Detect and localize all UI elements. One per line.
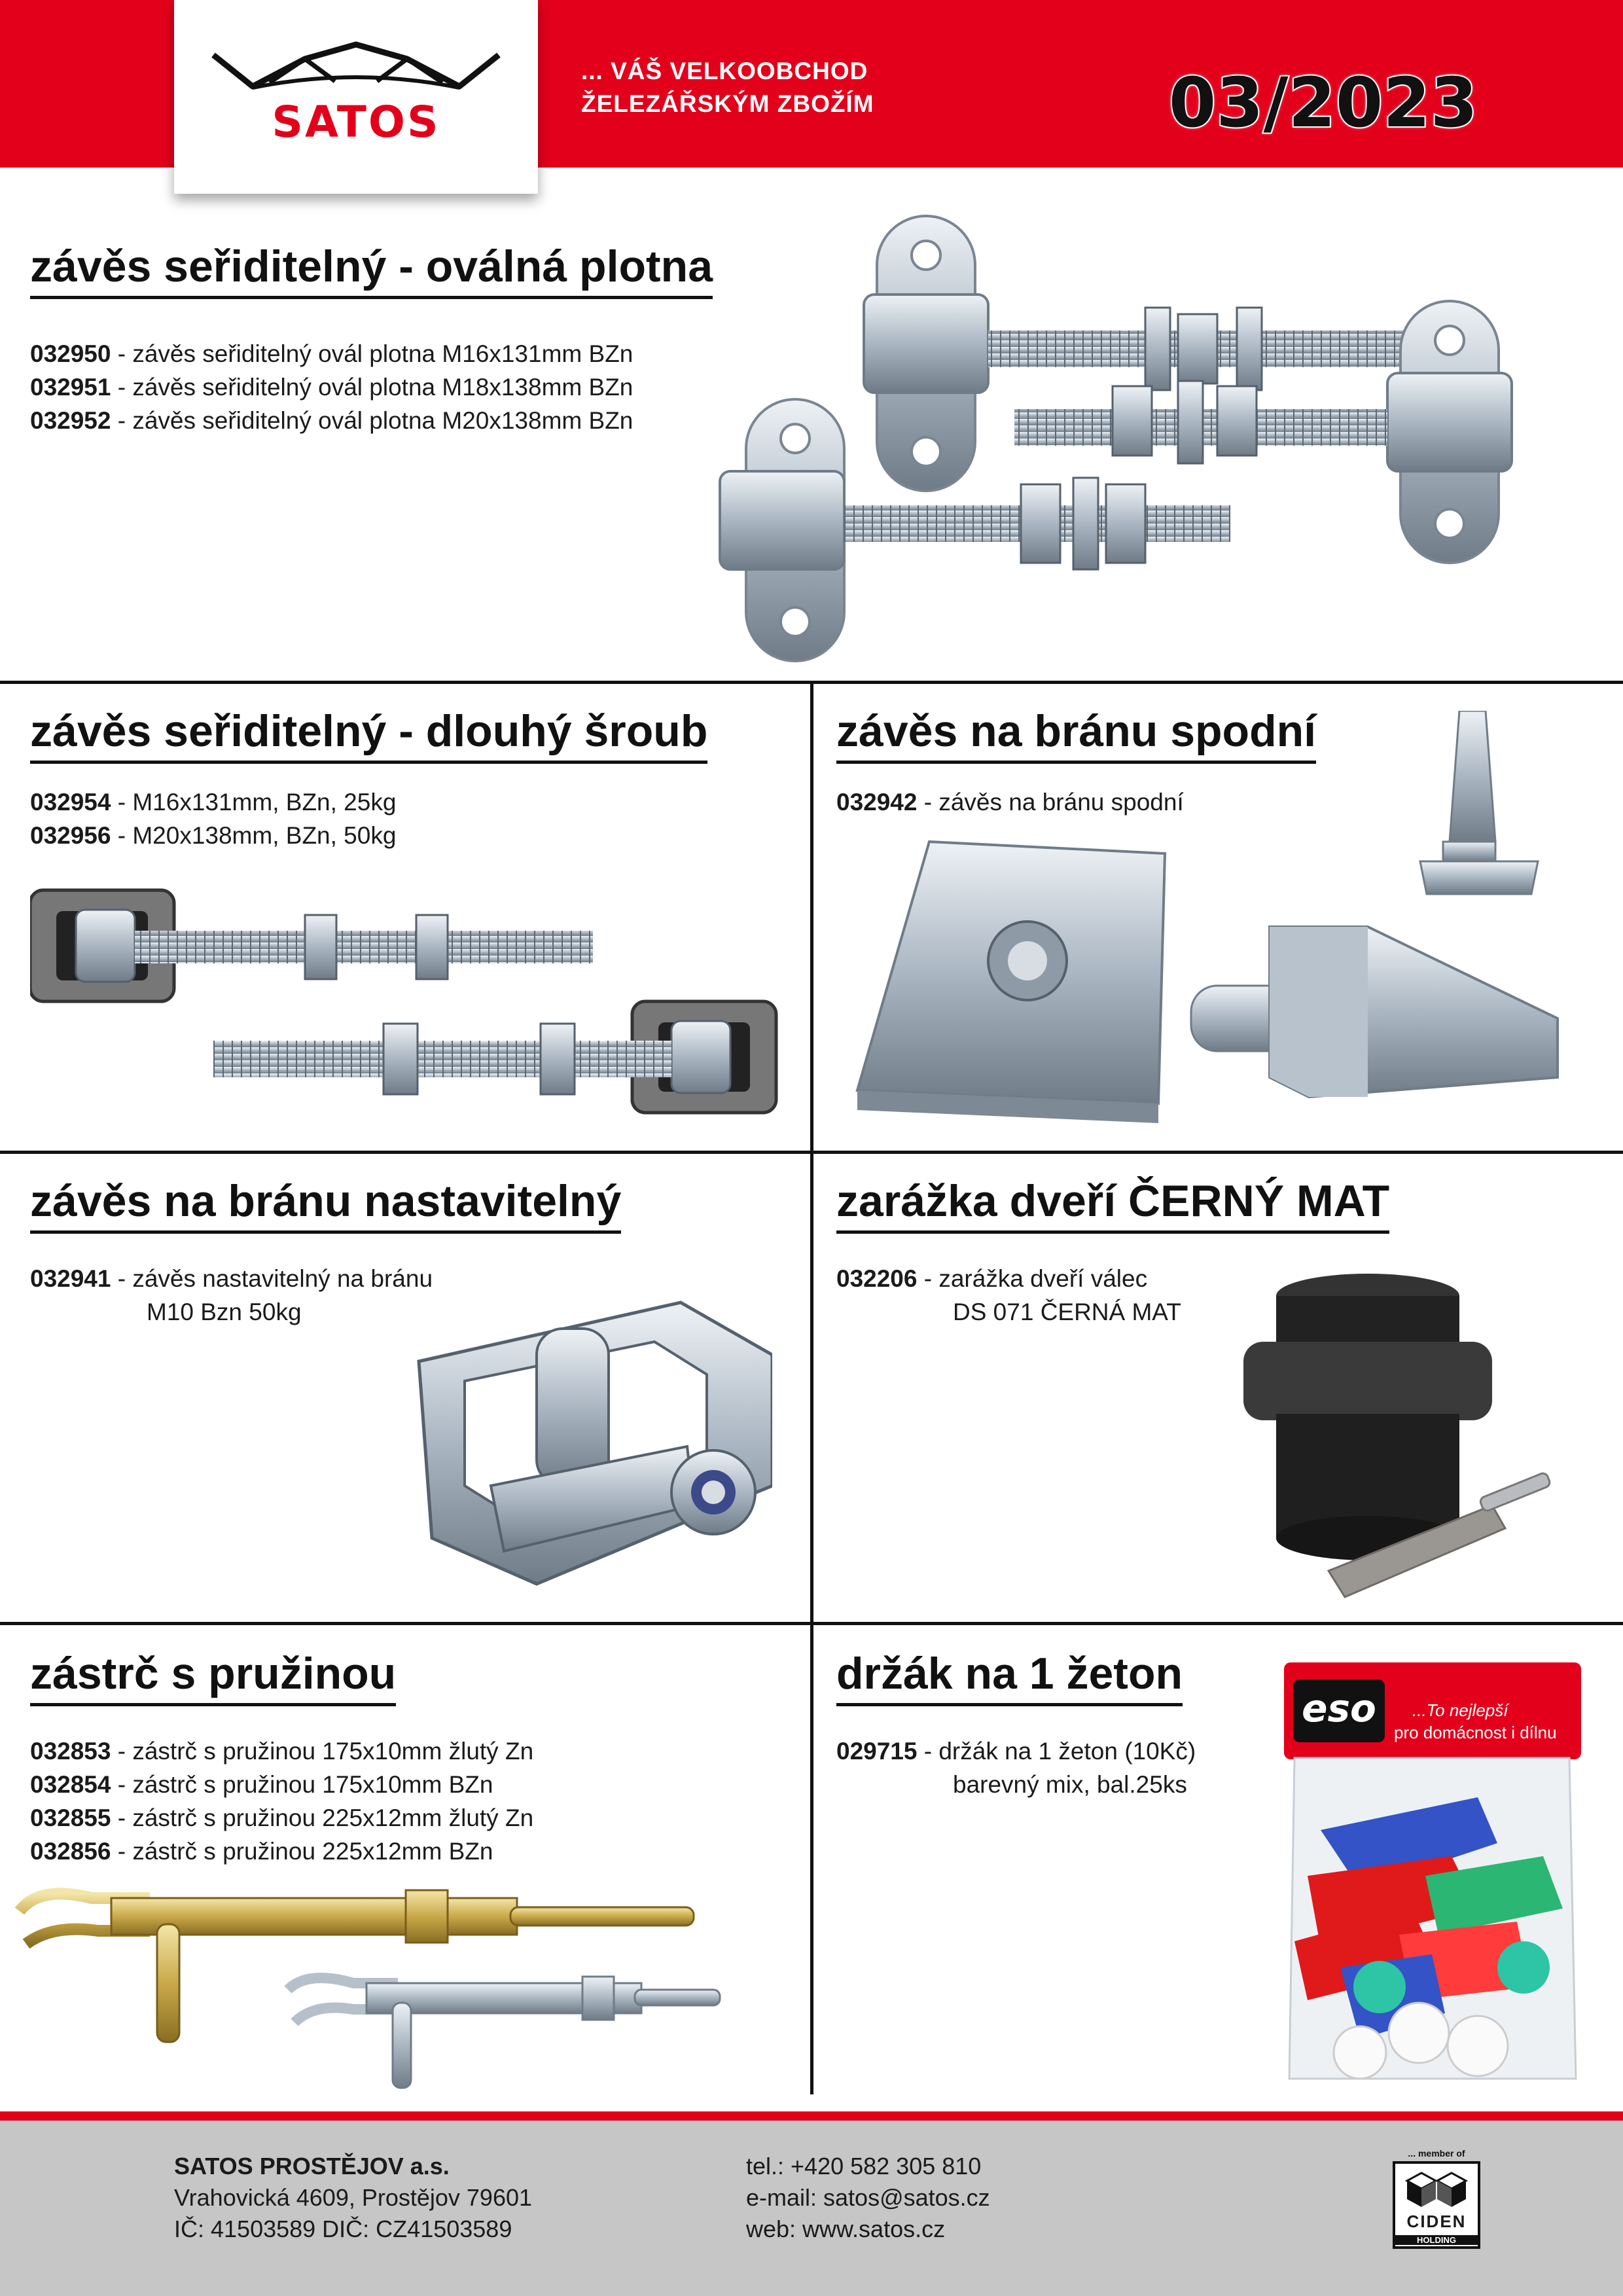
member-of-label: ... member of: [1408, 2148, 1465, 2159]
list-item: 032956 - M20x138mm, BZn, 50kg: [30, 822, 397, 849]
tagline-line-1: ... VÁŠ VELKOOBCHOD: [581, 58, 868, 84]
satos-logo: [174, 0, 538, 194]
package-brand: eso: [1302, 1686, 1376, 1731]
long-bolt-hinges-image: [30, 884, 783, 1132]
list-item: 032952 - závěs seřiditelný ovál plotna M20x138mm BZn: [30, 407, 633, 434]
list-item: 029715 - držák na 1 žeton (10Kč): [836, 1738, 1196, 1765]
list-item-continuation: DS 071 ČERNÁ MAT: [953, 1299, 1181, 1325]
item-list-door-stop: [836, 1262, 1181, 1329]
item-list-long-bolt-hinge: [30, 785, 396, 852]
ciden-logo-box: [1393, 2161, 1480, 2249]
footer-company-info: [174, 2151, 532, 2245]
list-item: 032954 - M16x131mm, BZn, 25kg: [30, 789, 397, 816]
package-slogan-line-1: ...To nejlepší: [1412, 1700, 1508, 1720]
logo-wordmark: SATOS: [272, 97, 440, 147]
cube-icon: [1395, 2168, 1478, 2214]
token-holder-package-image: [1281, 1660, 1584, 2092]
member-sub: HOLDING: [1395, 2235, 1478, 2245]
contact-email[interactable]: e-mail: satos@satos.cz: [746, 2184, 990, 2211]
list-item: 032853 - zástrč s pružinou 175x10mm žlutý Zn: [30, 1738, 534, 1765]
list-item: 032854 - zástrč s pružinou 175x10mm BZn: [30, 1771, 493, 1798]
list-item: 032950 - závěs seřiditelný ovál plotna M16x131mm BZn: [30, 340, 633, 367]
oval-plate-hinges-image: [707, 209, 1571, 668]
item-list-token-holder: [836, 1734, 1196, 1801]
ciden-holding-logo: [1393, 2148, 1480, 2249]
list-item-continuation: M10 Bzn 50kg: [147, 1299, 302, 1325]
footer-contacts: [746, 2151, 990, 2245]
list-item: 032856 - zástrč s pružinou 225x12mm BZn: [30, 1838, 493, 1865]
list-item: 032951 - závěs seřiditelný ovál plotna M18x138mm BZn: [30, 374, 633, 401]
member-name: CIDEN: [1406, 2212, 1467, 2231]
section-title-bottom-gate-hinge: závěs na bránu spodní: [836, 706, 1316, 764]
footer-accent-bar: [0, 2111, 1623, 2121]
section-title-oval-hinge: závěs seřiditelný - oválná plotna: [30, 241, 713, 299]
item-list-oval-hinge: [30, 337, 633, 437]
company-ids: IČ: 41503589 DIČ: CZ41503589: [174, 2215, 512, 2242]
adjustable-gate-hinge-image: [406, 1289, 772, 1610]
tagline-line-2: ŽELEZÁŘSKÝM ZBOŽÍM: [581, 90, 874, 117]
list-item-continuation: barevný mix, bal.25ks: [953, 1771, 1187, 1798]
tagline: [581, 55, 874, 120]
page-header: [0, 0, 1623, 168]
company-name: SATOS PROSTĚJOV a.s.: [174, 2153, 450, 2179]
item-list-adjustable-gate-hinge: [30, 1262, 433, 1329]
list-item: 032941 - závěs nastavitelný na bránu: [30, 1265, 433, 1292]
item-list-spring-bolt: [30, 1734, 533, 1868]
contact-web[interactable]: web: www.satos.cz: [746, 2215, 946, 2242]
section-title-adjustable-gate-hinge: závěs na bránu nastavitelný: [30, 1175, 621, 1234]
section-title-spring-bolt: zástrč s pružinou: [30, 1648, 396, 1706]
spring-bolts-image: [13, 1872, 740, 2094]
package-slogan-line-2: pro domácnost i dílnu: [1394, 1723, 1557, 1742]
column-divider: [810, 681, 813, 2094]
list-item: 032942 - závěs na bránu spodní: [836, 789, 1184, 816]
list-item: 032855 - zástrč s pružinou 225x12mm žlutý Zn: [30, 1804, 534, 1831]
crown-icon: [207, 41, 505, 99]
door-stop-image: [1230, 1270, 1571, 1610]
contact-phone: tel.: +420 582 305 810: [746, 2153, 982, 2179]
section-title-door-stop: zarážka dveří ČERNÝ MAT: [836, 1175, 1389, 1234]
bottom-gate-hinge-image: [851, 711, 1571, 1130]
company-address: Vrahovická 4609, Prostějov 79601: [174, 2184, 533, 2211]
section-title-long-bolt-hinge: závěs seřiditelný - dlouhý šroub: [30, 706, 707, 764]
section-title-token-holder: držák na 1 žeton: [836, 1648, 1183, 1706]
issue-number: 03/2023: [1168, 63, 1478, 143]
list-item: 032206 - zarážka dveří válec: [836, 1265, 1148, 1292]
